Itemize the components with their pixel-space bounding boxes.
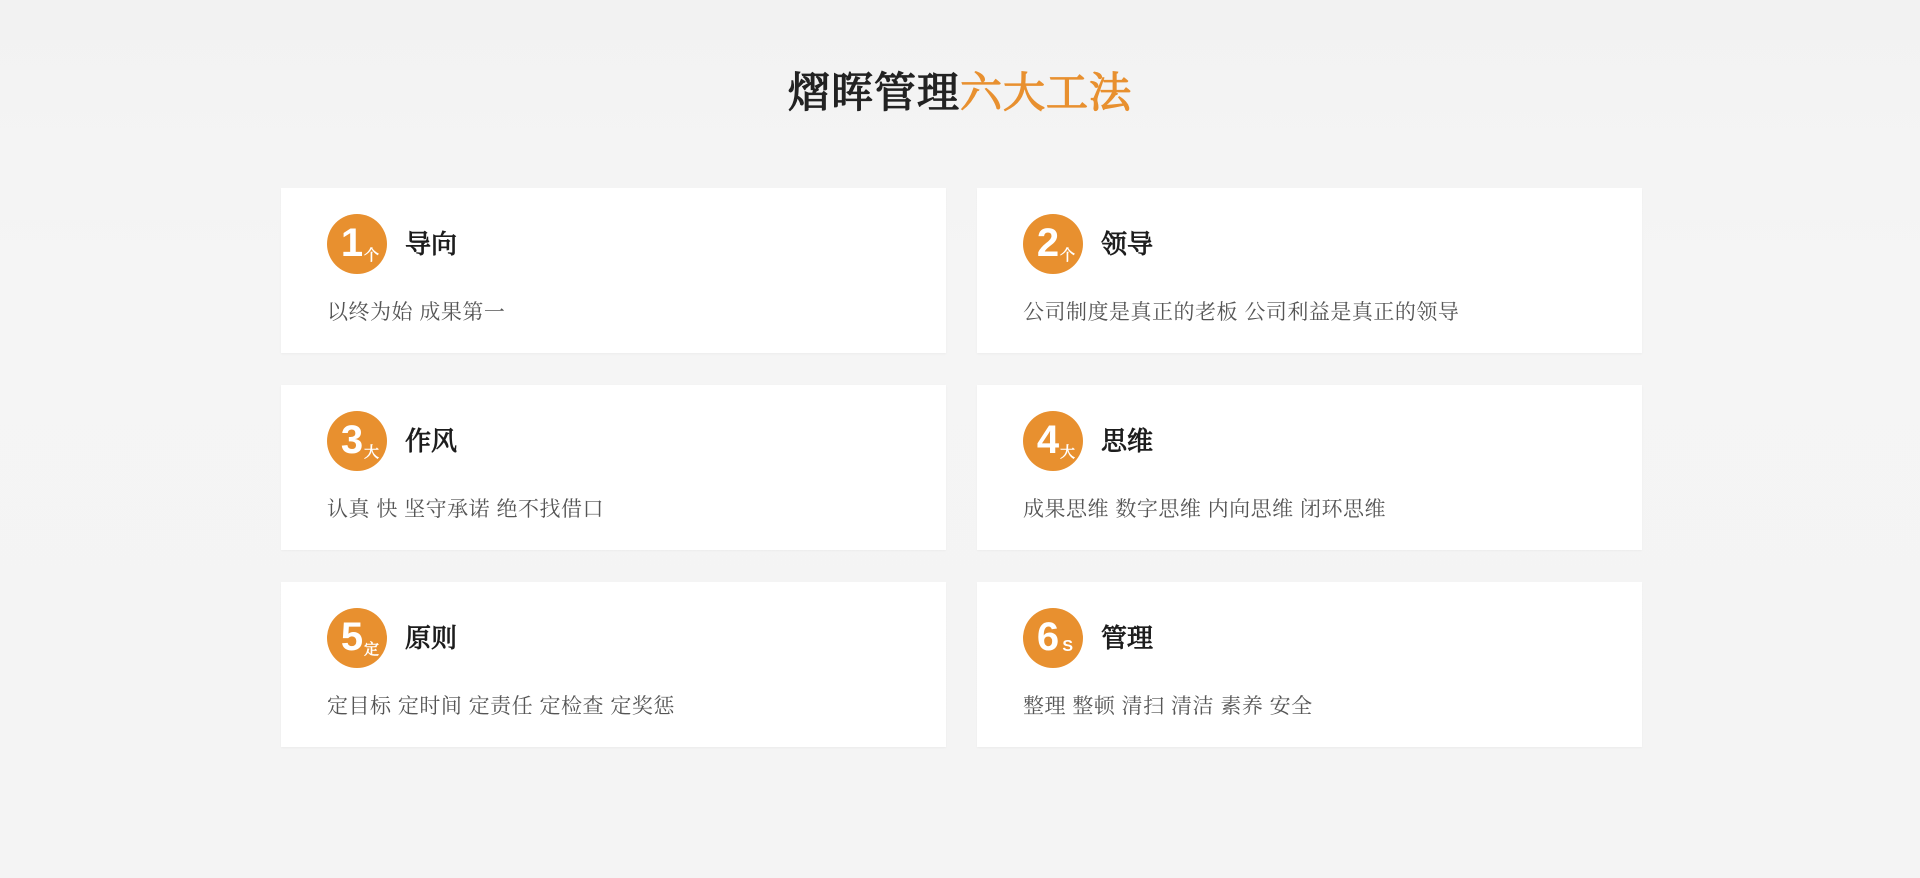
badge-unit: 定 [363, 641, 379, 658]
card-description: 定目标 定时间 定责任 定检查 定奖惩 [327, 695, 675, 718]
badge-number: 3 [340, 418, 364, 462]
card-header [327, 214, 946, 274]
badge-number: 5 [340, 615, 364, 659]
method-card [281, 582, 946, 747]
card-title: 作风 [405, 426, 458, 456]
number-badge [1023, 214, 1083, 274]
number-badge [327, 411, 387, 471]
badge-unit: 大 [363, 444, 379, 461]
card-title: 领导 [1101, 229, 1154, 259]
badge-number: 6 [1036, 615, 1060, 659]
title-part-accent: 六大工法 [960, 69, 1133, 116]
number-badge [1023, 411, 1083, 471]
card-description: 公司制度是真正的老板 公司利益是真正的领导 [1023, 301, 1460, 324]
method-card [281, 385, 946, 550]
method-card [977, 582, 1642, 747]
card-header [1023, 411, 1642, 471]
method-card-grid [281, 188, 1643, 747]
badge-unit: S [1062, 638, 1073, 655]
method-card [281, 188, 946, 353]
badge-number: 1 [340, 221, 364, 265]
card-title: 思维 [1101, 426, 1154, 456]
card-title: 管理 [1101, 623, 1154, 653]
card-header [1023, 608, 1642, 668]
badge-unit: 个 [363, 247, 379, 264]
badge-number: 2 [1036, 221, 1060, 265]
method-card [977, 385, 1642, 550]
number-badge [327, 214, 387, 274]
badge-unit: 大 [1059, 444, 1075, 461]
card-header [327, 411, 946, 471]
badge-number: 4 [1036, 418, 1060, 462]
card-description: 整理 整顿 清扫 清洁 素养 安全 [1023, 695, 1313, 718]
card-header [1023, 214, 1642, 274]
card-header [327, 608, 946, 668]
method-card [977, 188, 1642, 353]
card-description: 成果思维 数字思维 内向思维 闭环思维 [1023, 498, 1387, 521]
card-description: 以终为始 成果第一 [327, 301, 506, 324]
page-title [0, 0, 1920, 114]
card-description: 认真 快 坚守承诺 绝不找借口 [327, 498, 605, 521]
card-title: 导向 [405, 229, 458, 259]
number-badge [1023, 608, 1083, 668]
title-text [0, 69, 1920, 116]
title-part-primary: 熠晖管理 [787, 69, 960, 116]
badge-unit: 个 [1059, 247, 1075, 264]
card-title: 原则 [405, 623, 458, 653]
number-badge [327, 608, 387, 668]
